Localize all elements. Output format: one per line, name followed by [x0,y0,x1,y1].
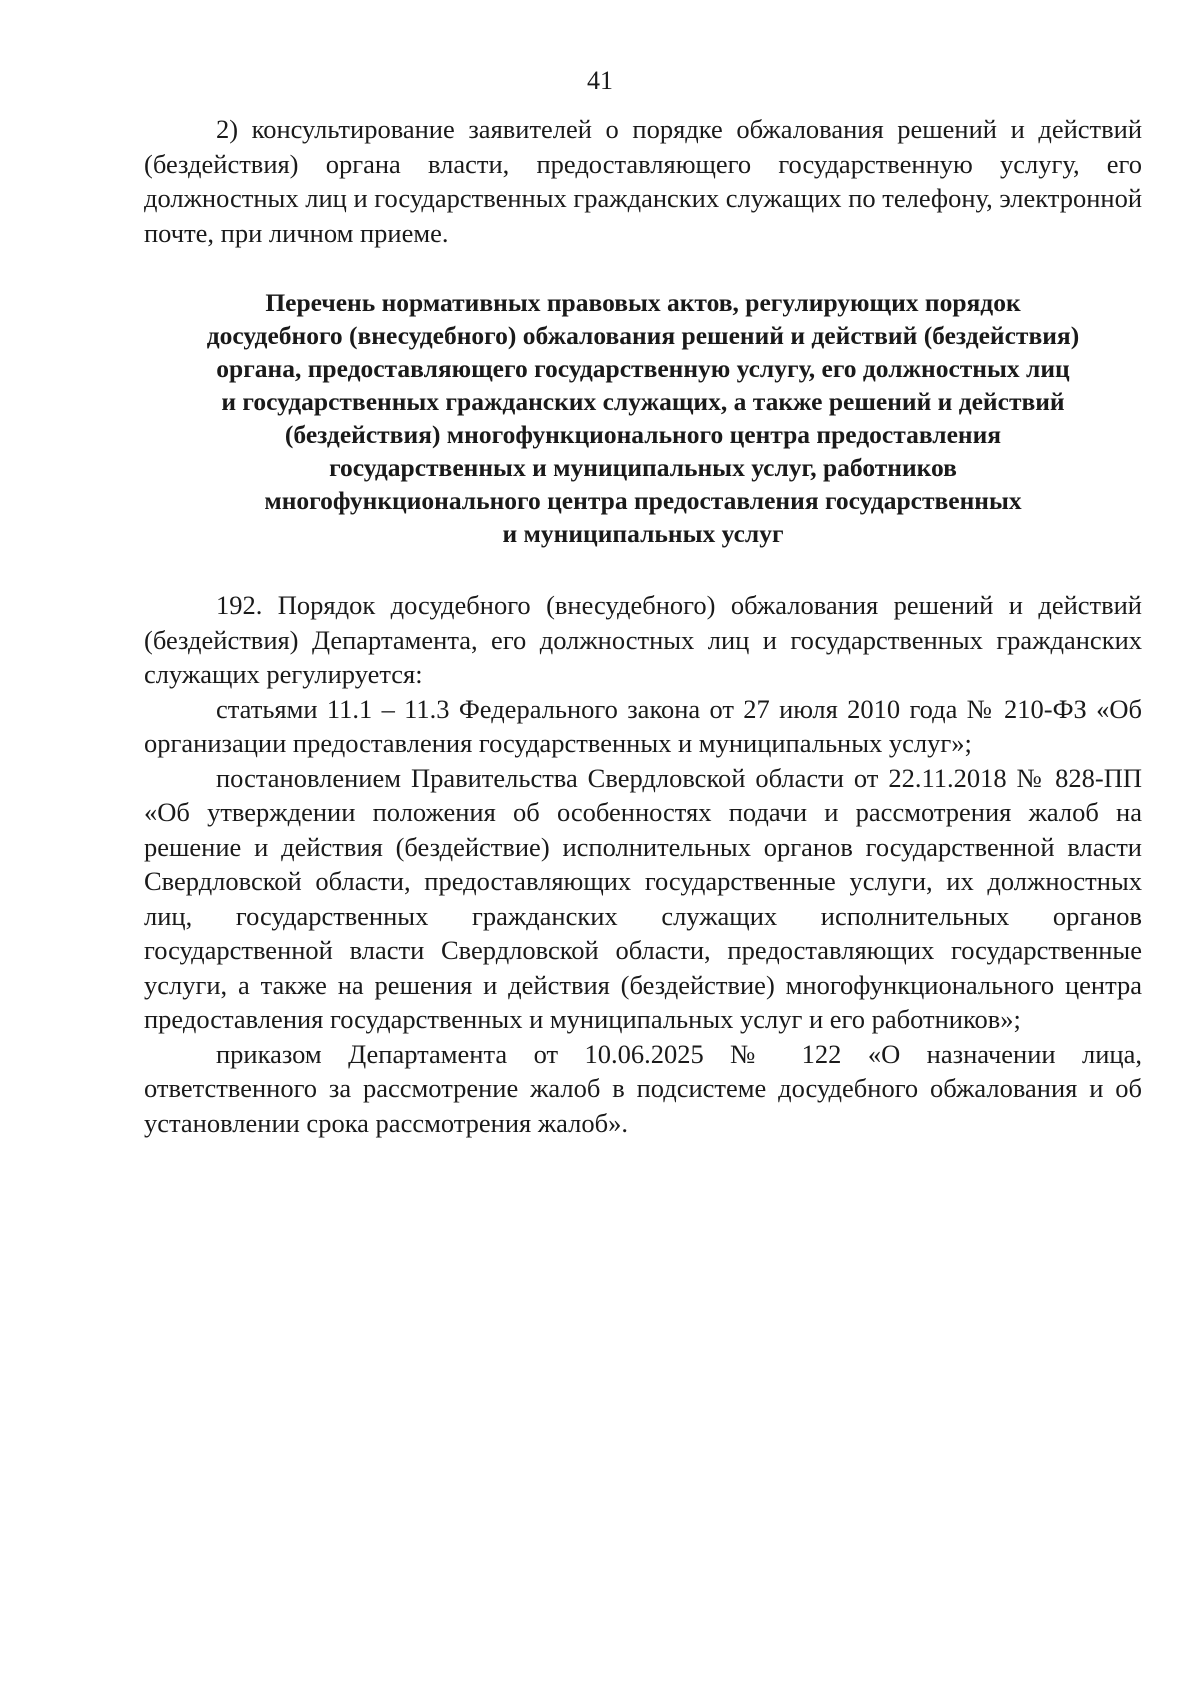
heading-line: государственных и муниципальных услуг, работников [329,453,957,482]
section-heading [144,286,1142,550]
paragraph-department-order: приказом Департамента от 10.06.2025 № 122 «О назначении лица, ответственного за рассмотрение жалоб в подсистеме досудебного обжалования и об установлении срока рассмотрения жалоб». [144,1038,1142,1138]
heading-line: органа, предоставляющего государственную услугу, его должностных лиц [216,354,1070,383]
heading-line: (бездействия) многофункционального центра предоставления [284,420,1002,449]
heading-line: многофункционального центра предоставления государственных [264,486,1022,515]
paragraph-federal-law: статьями 11.1 – 11.3 Федерального закона от 27 июля 2010 года № 210-ФЗ «Об организации предоставления государственных и муниципальных услуг»; [144,693,1142,758]
document-body [144,112,1142,1140]
page-number: 41 [587,66,613,95]
heading-line: досудебного (внесудебного) обжалования решений и действий (бездействия) [206,321,1080,350]
paragraph-192: 192. Порядок досудебного (внесудебного) обжалования решений и действий (бездействия) Департамента, его должностных лиц и государственных гражданских служащих регулируется: [144,590,1142,689]
paragraph-government-resolution: постановлением Правительства Свердловской области от 22.11.2018 № 828-ПП «Об утверждении положения об особенностях подачи и рассмотрения жалоб на решение и действия (бездействие) исполнительных органов государственной власти Свердловской области, предоставляющих государственные услуги, их должностных лиц, государственных гражданских служащих исполнительных органов государственной власти Свердловской области, предоставляющих государственные услуги, а также на решения и действия (бездействие) многофункционального центра предоставления государственных и муниципальных услуг и его работников»; [144,762,1142,1034]
heading-line: и муниципальных услуг [502,519,784,548]
heading-line: Перечень нормативных правовых актов, регулирующих порядок [265,288,1021,317]
heading-line: и государственных гражданских служащих, а также решений и действий [221,387,1065,416]
intro-paragraph: 2) консультирование заявителей о порядке обжалования решений и действий (бездействия) органа власти, предоставляющего государственную услугу, его должностных лиц и государственных гражданских служащих по телефону, электронной почте, при личном приеме. [144,114,1142,248]
